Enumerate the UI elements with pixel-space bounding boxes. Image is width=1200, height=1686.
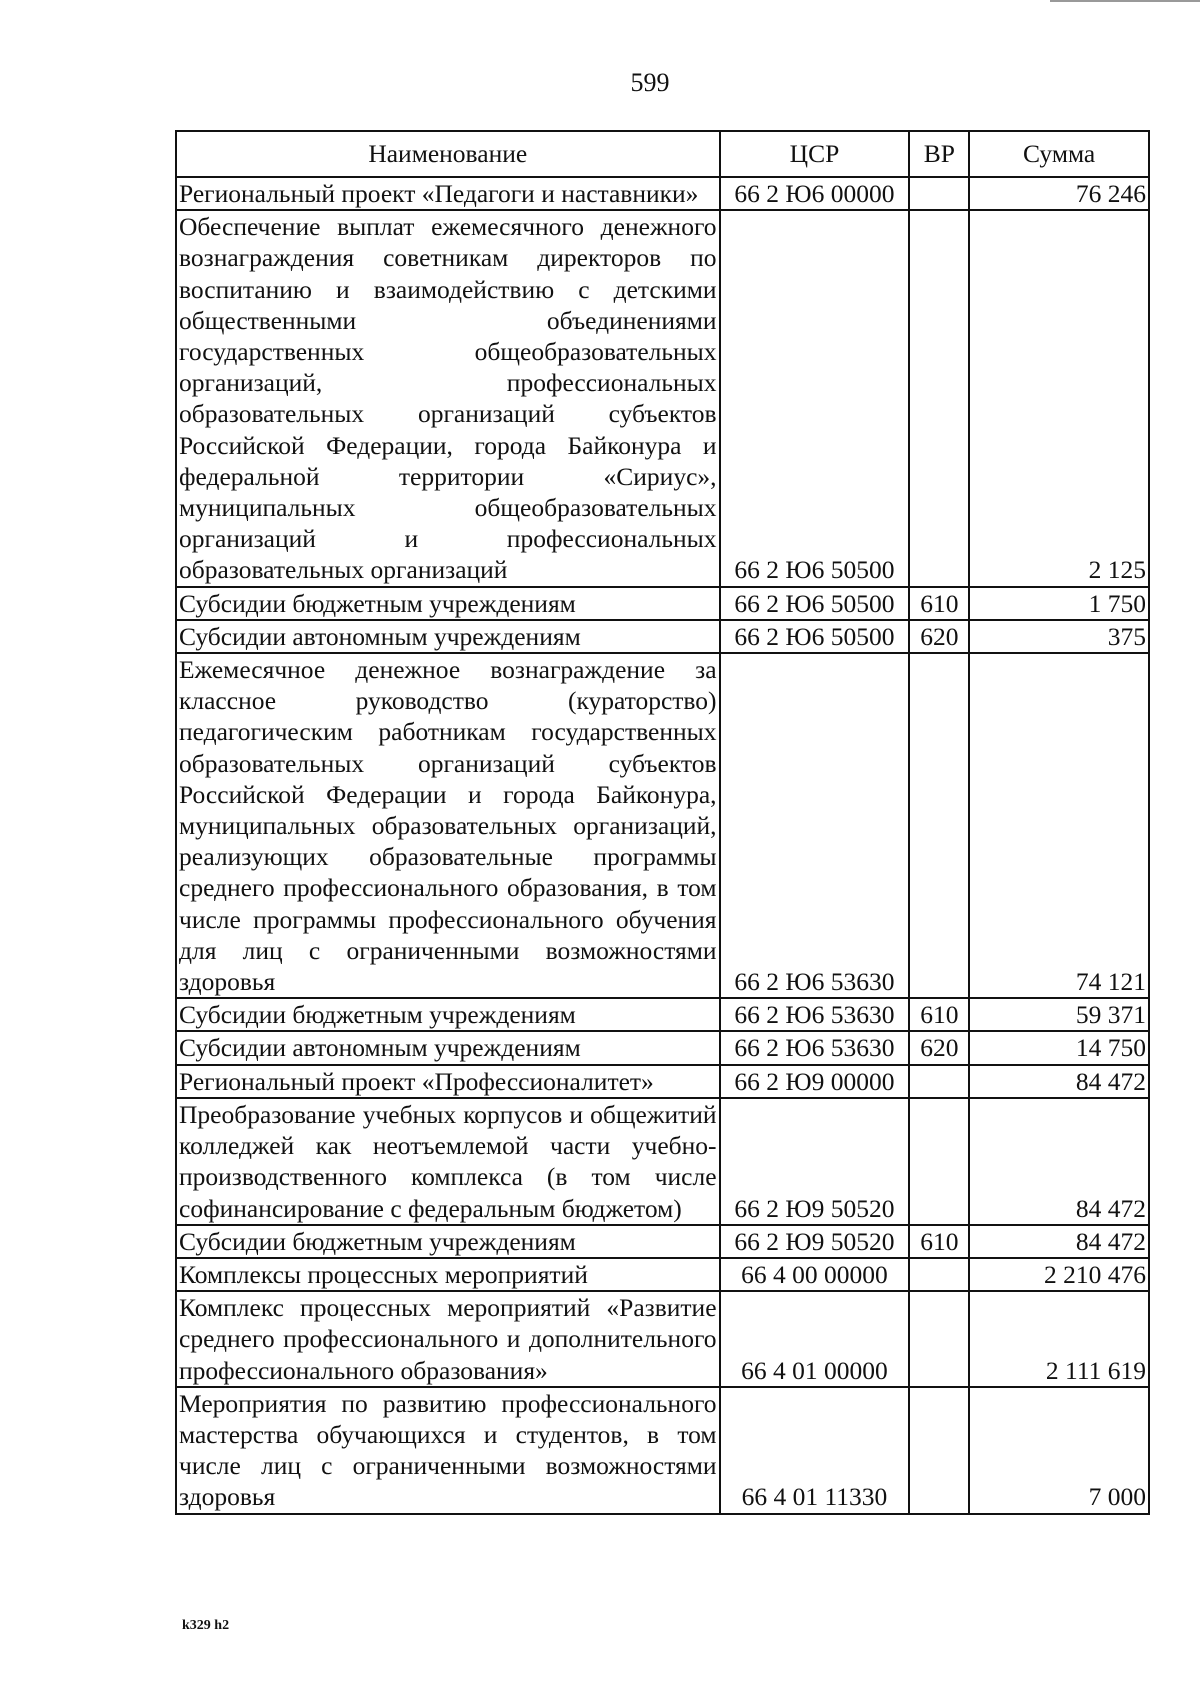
table-row <box>176 587 1149 620</box>
row-name: Субсидии бюджетным учреждениям <box>176 1225 720 1258</box>
table-row <box>176 1225 1149 1258</box>
row-name: Мероприятия по развитию профессионального мастерства обучающихся и студентов, в том числе лиц с ограниченными возможностями здоровья <box>176 1387 720 1514</box>
row-sum: 59 371 <box>969 998 1149 1031</box>
row-name: Ежемесячное денежное вознаграждение за классное руководство (кураторство) педагогическим работникам государственных образовательных организаций субъектов Российской Федерации и города Байконура, муниципальных образовательных организаций, реализующих образовательные программы среднего профессионального образования, в том числе программы профессионального обучения для лиц с ограниченными возможностями здоровья <box>176 653 720 998</box>
row-name: Преобразование учебных корпусов и общежитий колледжей как неотъемлемой части учебно-производственного комплекса (в том числе софинансирование с федеральным бюджетом) <box>176 1098 720 1225</box>
table-row <box>176 653 1149 998</box>
row-vr <box>909 1258 969 1291</box>
row-sum: 7 000 <box>969 1387 1149 1514</box>
row-name: Региональный проект «Педагоги и наставники» <box>176 177 720 210</box>
row-sum: 84 472 <box>969 1225 1149 1258</box>
table-row <box>176 1031 1149 1064</box>
scan-edge-line <box>1050 0 1200 2</box>
row-csr: 66 2 Ю6 53630 <box>720 653 910 998</box>
row-vr: 620 <box>909 620 969 653</box>
row-name: Субсидии автономным учреждениям <box>176 1031 720 1064</box>
row-csr: 66 4 01 11330 <box>720 1387 910 1514</box>
row-vr: 610 <box>909 998 969 1031</box>
table-row <box>176 998 1149 1031</box>
table-header-row <box>176 131 1149 177</box>
header-csr: ЦСР <box>720 131 910 177</box>
row-sum: 84 472 <box>969 1098 1149 1225</box>
row-csr: 66 2 Ю9 50520 <box>720 1225 910 1258</box>
table-row <box>176 177 1149 210</box>
row-sum: 2 210 476 <box>969 1258 1149 1291</box>
row-vr: 610 <box>909 1225 969 1258</box>
row-vr <box>909 1098 969 1225</box>
row-vr: 610 <box>909 587 969 620</box>
header-name: Наименование <box>176 131 720 177</box>
row-sum: 76 246 <box>969 177 1149 210</box>
row-vr <box>909 1387 969 1514</box>
table-row <box>176 1387 1149 1514</box>
row-csr: 66 2 Ю6 50500 <box>720 587 910 620</box>
row-csr: 66 2 Ю6 00000 <box>720 177 910 210</box>
row-csr: 66 2 Ю6 53630 <box>720 998 910 1031</box>
row-sum: 84 472 <box>969 1065 1149 1098</box>
row-sum: 2 111 619 <box>969 1291 1149 1387</box>
table-row <box>176 1258 1149 1291</box>
table-row <box>176 1065 1149 1098</box>
row-csr: 66 4 01 00000 <box>720 1291 910 1387</box>
row-vr <box>909 653 969 998</box>
table-row <box>176 620 1149 653</box>
row-vr <box>909 210 969 586</box>
row-csr: 66 2 Ю6 50500 <box>720 620 910 653</box>
footer-code: k329 h2 <box>182 1618 230 1633</box>
row-sum: 2 125 <box>969 210 1149 586</box>
row-name: Субсидии автономным учреждениям <box>176 620 720 653</box>
row-sum: 74 121 <box>969 653 1149 998</box>
row-name: Комплексы процессных мероприятий <box>176 1258 720 1291</box>
table-row <box>176 1291 1149 1387</box>
row-name: Субсидии бюджетным учреждениям <box>176 998 720 1031</box>
table-row <box>176 210 1149 586</box>
row-sum: 375 <box>969 620 1149 653</box>
row-csr: 66 2 Ю9 50520 <box>720 1098 910 1225</box>
row-vr <box>909 1291 969 1387</box>
row-name: Комплекс процессных мероприятий «Развитие среднего профессионального и дополнительного профессионального образования» <box>176 1291 720 1387</box>
header-sum: Сумма <box>969 131 1149 177</box>
page-number: 599 <box>630 68 670 97</box>
row-csr: 66 2 Ю6 53630 <box>720 1031 910 1064</box>
row-vr <box>909 177 969 210</box>
row-sum: 1 750 <box>969 587 1149 620</box>
row-name: Региональный проект «Профессионалитет» <box>176 1065 720 1098</box>
row-vr: 620 <box>909 1031 969 1064</box>
header-vr: ВР <box>909 131 969 177</box>
row-sum: 14 750 <box>969 1031 1149 1064</box>
row-csr: 66 2 Ю6 50500 <box>720 210 910 586</box>
row-vr <box>909 1065 969 1098</box>
row-name: Обеспечение выплат ежемесячного денежного вознаграждения советникам директоров по воспитанию и взаимодействию с детскими общественными объединениями государственных общеобразовательных организаций, профессиональных образовательных организаций субъектов Российской Федерации, города Байконура и федеральной территории «Сириус», муниципальных общеобразовательных организаций и профессиональных образовательных организаций <box>176 210 720 586</box>
budget-table <box>175 130 1150 1515</box>
row-csr: 66 4 00 00000 <box>720 1258 910 1291</box>
row-name: Субсидии бюджетным учреждениям <box>176 587 720 620</box>
row-csr: 66 2 Ю9 00000 <box>720 1065 910 1098</box>
table-row <box>176 1098 1149 1225</box>
